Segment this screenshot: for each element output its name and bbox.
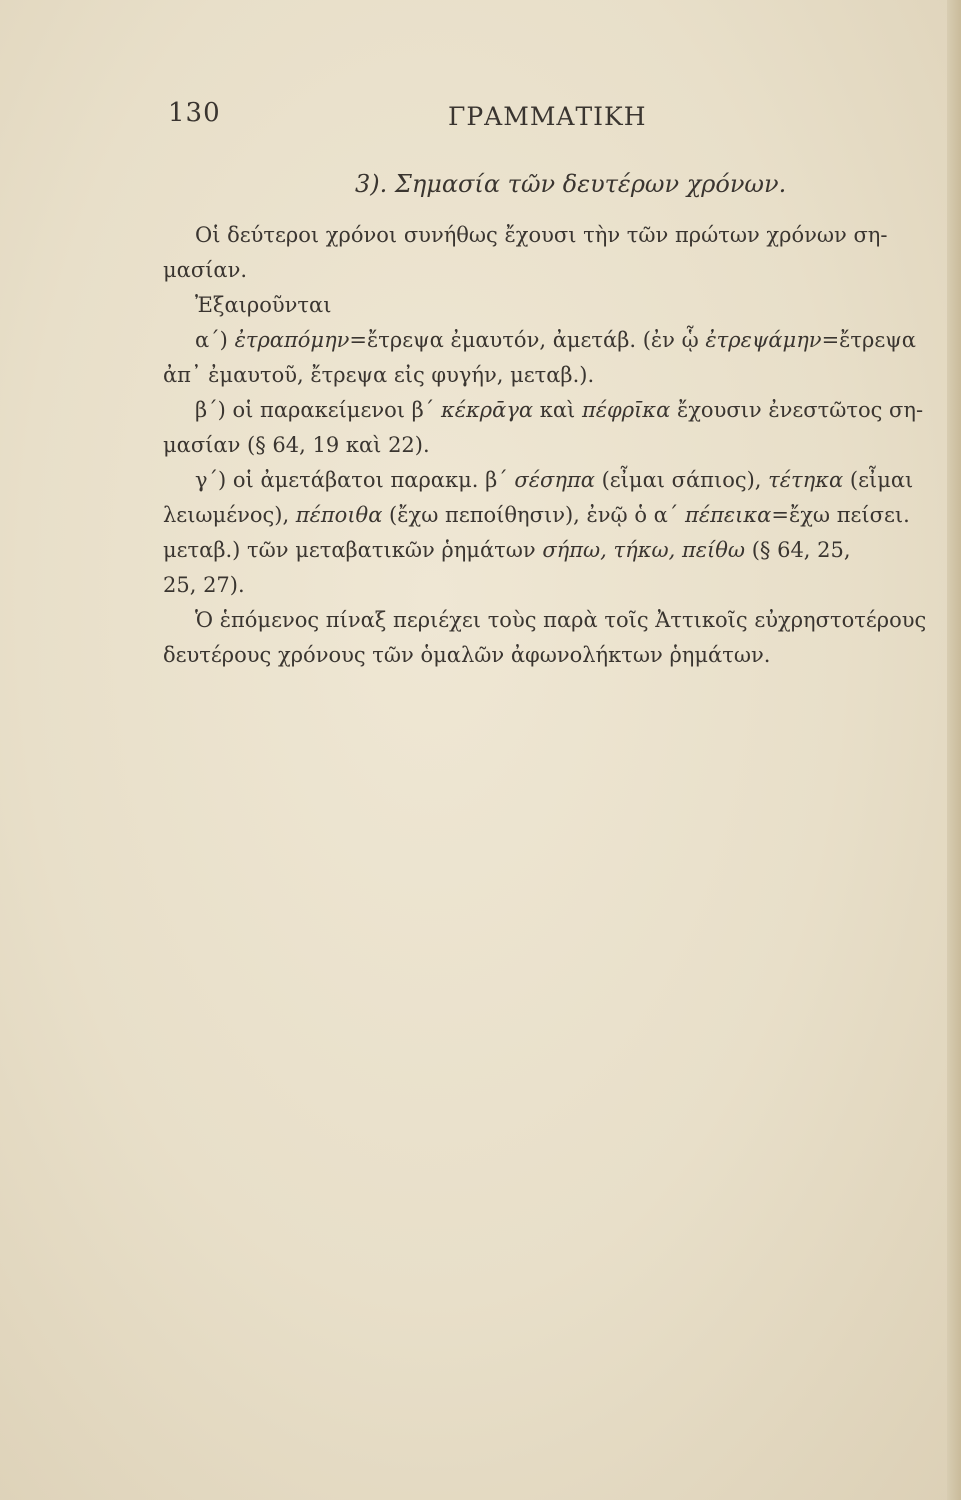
item-c-line-1 [163, 463, 961, 498]
item-c-word-4: πέπεικα [685, 503, 772, 527]
item-c-text-2: (εἶμαι σάπιος), [594, 468, 769, 492]
body-text [163, 218, 961, 673]
item-c-text-4: λειωμένος), [163, 503, 296, 527]
section-title: 3). Σημασία τῶν δευτέρων χρόνων. [355, 170, 787, 198]
item-a-word-2: ἐτρεψάμην [705, 328, 822, 352]
item-b-line-1 [163, 393, 961, 428]
item-b-text-3: ἔχουσιν ἐνεστῶτος ση- [670, 398, 924, 422]
item-c-text-3: (εἶμαι [843, 468, 914, 492]
item-c-word-3: πέποιθα [295, 503, 383, 527]
item-a-marker: α΄) [195, 328, 235, 352]
paragraph-2-line-1: Ἐξαιροῦνται [195, 293, 332, 317]
paragraph-1-line-2: μασίαν. [163, 258, 248, 282]
item-c-text-6: =ἔχω πείσει. [771, 503, 910, 527]
item-a-text-2: =ἔτρεψα [821, 328, 916, 352]
item-c-text-5: (ἔχω πεποίθησιν), ἐνῷ ὁ α΄ [382, 503, 686, 527]
item-c-text-1: γ΄) οἱ ἀμετάβατοι παρακμ. β΄ [195, 468, 515, 492]
item-b-text-2: καὶ [533, 398, 582, 422]
item-a-line-1 [163, 323, 961, 358]
item-a-word-1: ἐτραπόμην [234, 328, 350, 352]
running-head: ΓΡΑΜΜΑΤΙΚΗ [448, 102, 647, 131]
item-a-line-2: ἀπ᾽ ἐμαυτοῦ, ἔτρεψα εἰς φυγήν, μεταβ.). [163, 363, 595, 387]
paragraph-1-line-1: Οἱ δεύτεροι χρόνοι συνήθως ἔχουσι τὴν τῶν πρώτων χρόνων ση- [195, 223, 888, 247]
item-c-line-2 [163, 498, 961, 533]
item-b-word-1: κέκρᾱγα [440, 398, 534, 422]
item-b-word-2: πέφρῑκα [581, 398, 671, 422]
item-b-text-1: β΄) οἱ παρακείμενοι β΄ [195, 398, 441, 422]
item-c-line-4: 25, 27). [163, 573, 245, 597]
item-c-text-7: μεταβ.) τῶν μεταβατικῶν ῥημάτων [163, 538, 543, 562]
paragraph-last-line-2: δευτέρους χρόνους τῶν ὁμαλῶν ἀφωνολήκτων ῥημάτων. [163, 643, 771, 667]
item-b-line-2: μασίαν (§ 64, 19 καὶ 22). [163, 433, 430, 457]
item-a-text-1: =ἔτρεψα ἐμαυτόν, ἀμετάβ. (ἐν ᾧ [349, 328, 706, 352]
item-c-word-5: σήπω, τήκω, πείθω [542, 538, 746, 562]
paragraph-last-line-1: Ὁ ἑπόμενος πίναξ περιέχει τοὺς παρὰ τοῖς Ἀττικοῖς εὐχρηστοτέρους [195, 608, 927, 632]
item-c-text-8: (§ 64, 25, [745, 538, 851, 562]
page-number: 130 [168, 98, 221, 128]
item-c-line-3 [163, 533, 961, 568]
item-c-word-2: τέτηκα [768, 468, 844, 492]
item-c-word-1: σέσηπα [514, 468, 595, 492]
